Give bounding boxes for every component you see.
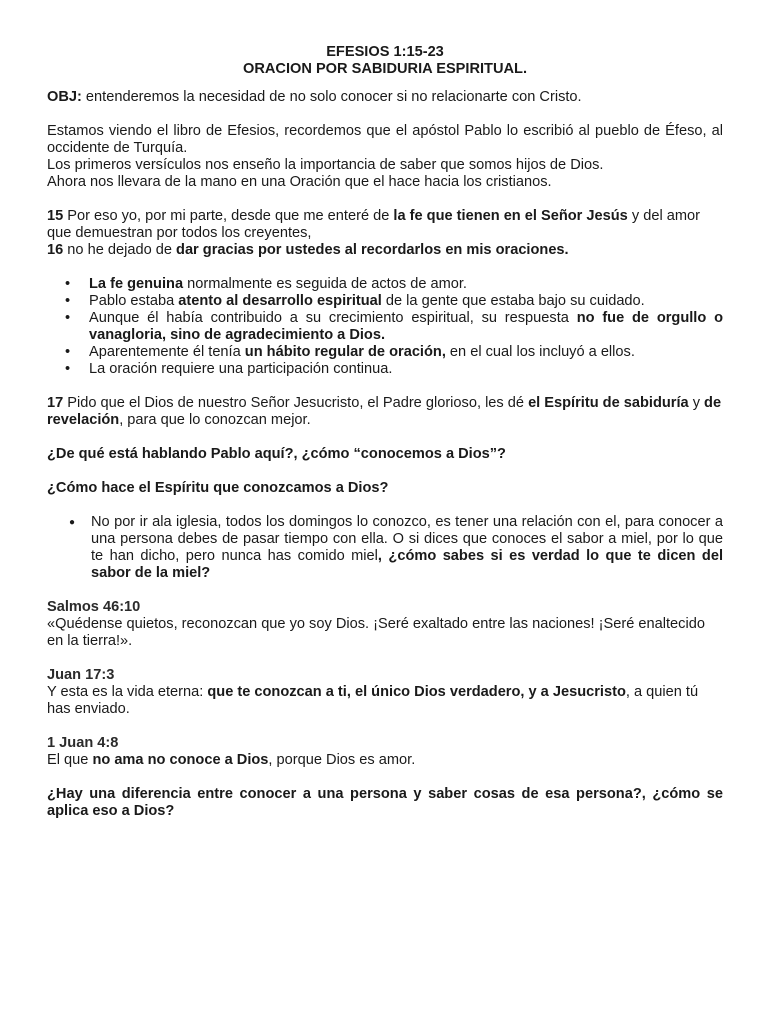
- list-item: [89, 310, 723, 344]
- scripture-part: Y esta es la vida eterna:: [47, 684, 208, 700]
- scripture-text: [47, 684, 723, 718]
- verse-number: 17: [47, 395, 64, 411]
- bullet-list-2: [47, 514, 723, 582]
- scripture-reference: Juan 17:3: [47, 667, 115, 683]
- list-item-text: Aunque él había contribuido a su crecimiento espiritual, su respuesta: [89, 310, 577, 326]
- list-item: [91, 514, 723, 582]
- objective-text: entenderemos la necesidad de no solo conocer si no relacionarte con Cristo.: [81, 89, 582, 105]
- list-item-emphasis: La fe genuina: [89, 276, 184, 292]
- list-item-emphasis: atento al desarrollo espiritual: [178, 293, 382, 309]
- question-3: [47, 786, 723, 820]
- list-item: [89, 276, 723, 293]
- question-text: ¿Hay una diferencia entre conocer a una persona y saber cosas de esa persona?, ¿cómo se aplica eso a Dios?: [47, 786, 723, 819]
- question-text: ¿Cómo hace el Espíritu que conozcamos a Dios?: [47, 480, 389, 496]
- verse-text: no he dejado de: [63, 242, 177, 258]
- list-item-text: de la gente que estaba bajo su cuidado.: [381, 293, 645, 309]
- question-1: [47, 446, 723, 463]
- list-item: [89, 344, 723, 361]
- verse-text: y: [688, 395, 705, 411]
- scripture-reference: Salmos 46:10: [47, 599, 141, 615]
- verse-emphasis: dar gracias por ustedes al recordarlos en mis oraciones.: [176, 242, 569, 258]
- verse-text: , para que lo conozcan mejor.: [119, 412, 311, 428]
- list-item-text: en el cual los incluyó a ellos.: [445, 344, 635, 360]
- list-item-emphasis: no fue de orgullo o vanagloria, sino de agradecimiento a Dios.: [89, 310, 723, 343]
- scripture-part: El que: [47, 752, 93, 768]
- verse-emphasis: la fe que tienen en el Señor Jesús: [393, 208, 628, 224]
- verse-16: [47, 242, 723, 259]
- scripture-part: , porque Dios es amor.: [268, 752, 416, 768]
- scripture-reference: 1 Juan 4:8: [47, 735, 119, 751]
- verse-number: 15: [47, 208, 64, 224]
- verse-17: [47, 395, 723, 429]
- verse-text: Pido que el Dios de nuestro Señor Jesucristo, el Padre glorioso, les dé: [63, 395, 529, 411]
- document-title: EFESIOS 1:15-23: [326, 44, 444, 60]
- question-2: [47, 480, 723, 497]
- list-item: [89, 293, 723, 310]
- list-item-text: Pablo estaba: [89, 293, 179, 309]
- verse-text: Por eso yo, por mi parte, desde que me enteré de: [63, 208, 394, 224]
- verse-emphasis: el Espíritu de sabiduría: [528, 395, 689, 411]
- bullet-list: [47, 276, 723, 378]
- scripture-emphasis: no ama no conoce a Dios: [92, 752, 269, 768]
- list-item-text: normalmente es seguida de actos de amor.: [183, 276, 467, 292]
- document-subtitle: ORACION POR SABIDURIA ESPIRITUAL.: [242, 61, 528, 77]
- list-item-text: La oración requiere una participación continua.: [89, 361, 393, 377]
- objective: [47, 89, 723, 106]
- verse-number: 16: [47, 242, 64, 258]
- scripture-text: [47, 752, 723, 769]
- scripture-part: , a quien tú has enviado.: [47, 684, 699, 717]
- verse-15: [47, 208, 723, 242]
- verse-emphasis: de revelación: [47, 395, 722, 428]
- intro-paragraph-1: Estamos viendo el libro de Efesios, recordemos que el apóstol Pablo lo escribió al pueblo de Éfeso, al occidente de Turquía.: [47, 123, 723, 156]
- verse-text: y del amor que demuestran por todos los creyentes,: [47, 208, 700, 241]
- intro-paragraph-2: Los primeros versículos nos enseño la importancia de saber que somos hijos de Dios.: [47, 157, 604, 173]
- list-item-text: Aparentemente él tenía: [89, 344, 245, 360]
- intro-paragraph-3: Ahora nos llevara de la mano en una Oración que el hace hacia los cristianos.: [47, 174, 552, 190]
- objective-label: OBJ:: [47, 89, 82, 105]
- scripture-text: «Quédense quietos, reconozcan que yo soy Dios. ¡Seré exaltado entre las naciones! ¡Seré enaltecido en la tierra!».: [47, 616, 705, 649]
- scripture-emphasis: que te conozcan a ti, el único Dios verdadero, y a Jesucristo: [207, 684, 626, 700]
- list-item: [89, 361, 723, 378]
- question-text: ¿De qué está hablando Pablo aquí?, ¿cómo “conocemos a Dios”?: [47, 446, 506, 462]
- list-item-emphasis: un hábito regular de oración,: [244, 344, 446, 360]
- list-item-text: No por ir ala iglesia, todos los domingos lo conozco, es tener una relación con el, para conocer a una persona debes de pasar tiempo con ella. O si dices que conoces el sabor a miel, por lo que te han dicho, pero nunca has comido miel: [91, 514, 723, 564]
- list-item-emphasis: , ¿cómo sabes si es verdad lo que te dicen del sabor de la miel?: [91, 548, 724, 581]
